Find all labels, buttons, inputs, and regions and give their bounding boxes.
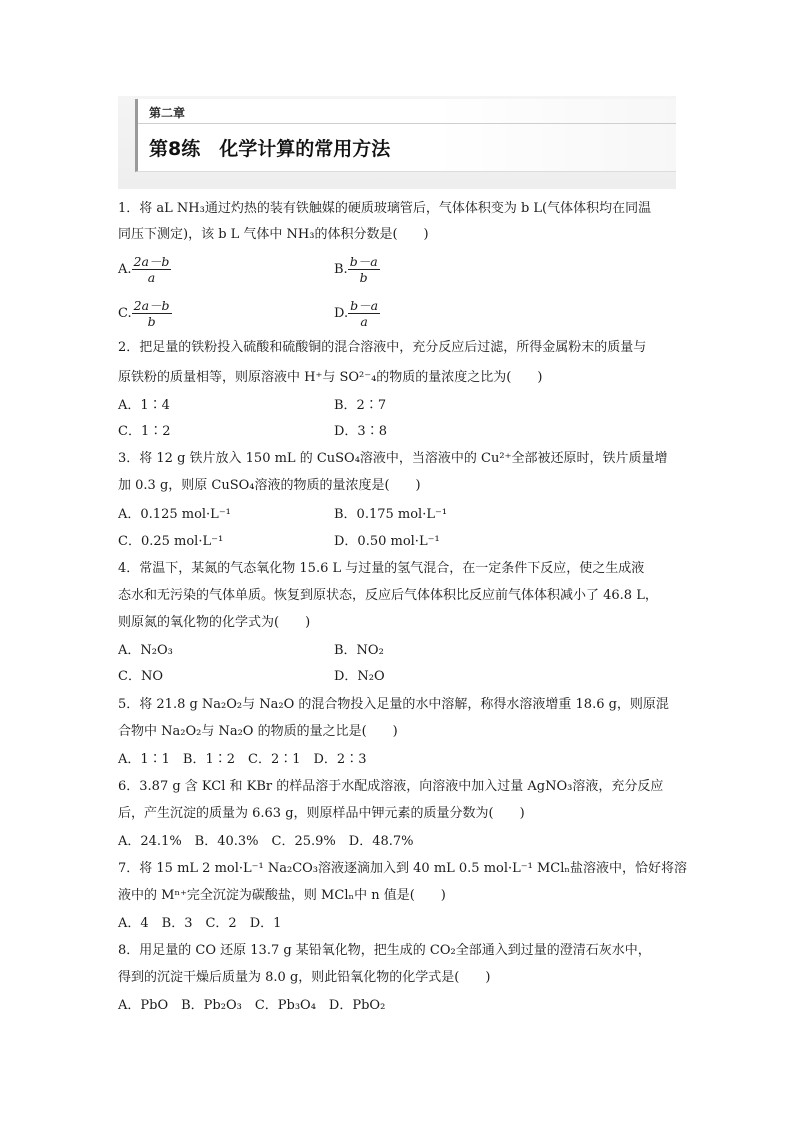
q6-options: A．24.1% B．40.3% C．25.9% D．48.7% — [118, 834, 414, 849]
q3-option-a: A．0.125 mol·L⁻¹ — [118, 507, 231, 522]
q2-option-c: C．1∶2 — [118, 424, 171, 439]
q2-option-d: D．3∶8 — [334, 424, 387, 439]
denominator: a — [147, 270, 156, 285]
option-label: B. — [334, 262, 348, 277]
denominator: b — [147, 314, 156, 329]
q3-stem-line1: 3．将 12 g 铁片放入 150 mL 的 CuSO₄溶液中，当溶液中的 Cu²⁺全部被还原时，铁片质量增 — [118, 451, 668, 466]
header-divider — [138, 123, 676, 124]
numerator: 2a－b — [133, 254, 170, 269]
q1-stem-line1: 1．将 aL NH₃通过灼热的装有铁触媒的硬质玻璃管后，气体体积变为 b L(气体体积均在同温 — [118, 201, 652, 216]
q2-stem-line2: 原铁粉的质量相等，则原溶液中 H⁺与 SO²⁻₄的物质的量浓度之比为( ) — [118, 370, 543, 385]
q4-option-b: B．NO₂ — [334, 643, 384, 658]
fraction — [132, 298, 172, 329]
denominator: a — [360, 314, 368, 329]
q1-option-d — [334, 298, 380, 329]
option-label: D. — [334, 306, 349, 321]
q5-stem-line1: 5．将 21.8 g Na₂O₂与 Na₂O 的混合物投入足量的水中溶解，称得水溶液增重 18.6 g，则原混 — [118, 697, 669, 712]
q8-stem-line2: 得到的沉淀干燥后质量为 8.0 g，则此铅氧化物的化学式是( ) — [118, 970, 491, 985]
option-label: A. — [118, 262, 132, 277]
q2-option-b: B．2∶7 — [334, 398, 387, 413]
q3-option-b: B．0.175 mol·L⁻¹ — [334, 507, 448, 522]
q7-stem-line2: 液中的 Mⁿ⁺完全沉淀为碳酸盐，则 MClₙ中 n 值是( ) — [118, 888, 446, 903]
q4-option-d: D．N₂O — [334, 669, 385, 684]
denominator: b — [359, 270, 368, 285]
page-title: 第8练 化学计算的常用方法 — [149, 138, 391, 160]
q3-stem-line2: 加 0.3 g，则原 CuSO₄溶液的物质的量浓度是( ) — [118, 478, 421, 493]
q8-options: A．PbO B．Pb₂O₃ C．Pb₃O₄ D．PbO₂ — [118, 998, 386, 1013]
q3-option-c: C．0.25 mol·L⁻¹ — [118, 534, 224, 549]
q6-stem-line1: 6．3.87 g 含 KCl 和 KBr 的样品溶于水配成溶液，向溶液中加入过量 AgNO₃溶液，充分反应 — [118, 779, 664, 794]
q7-stem-line1: 7．将 15 mL 2 mol·L⁻¹ Na₂CO₃溶液逐滴加入到 40 mL 0.5 mol·L⁻¹ MClₙ盐溶液中，恰好将溶 — [118, 861, 688, 876]
numerator: b－a — [349, 254, 378, 269]
q4-stem-line1: 4．常温下，某氮的气态氧化物 15.6 L 与过量的氢气混合，在一定条件下反应，使之生成液 — [118, 561, 645, 576]
q1-option-a — [118, 254, 171, 285]
fraction — [348, 298, 380, 329]
numerator: 2a－b — [133, 298, 170, 313]
fraction — [348, 254, 380, 285]
q2-stem-line1: 2．把足量的铁粉投入硫酸和硫酸铜的混合溶液中，充分反应后过滤，所得金属粉末的质量与 — [118, 340, 647, 355]
chapter-label: 第二章 — [149, 106, 186, 120]
q7-options: A．4 B．3 C．2 D．1 — [118, 916, 282, 931]
q1-stem-line2: 同压下测定)，该 b L 气体中 NH₃的体积分数是( ) — [118, 227, 429, 242]
q5-stem-line2: 合物中 Na₂O₂与 Na₂O 的物质的量之比是( ) — [118, 724, 398, 739]
q4-stem-line3: 则原氮的氧化物的化学式为( ) — [118, 615, 311, 630]
fraction — [132, 254, 172, 285]
option-label: C. — [118, 306, 132, 321]
q8-stem-line1: 8．用足量的 CO 还原 13.7 g 某铅氧化物，把生成的 CO₂全部通入到过量的澄清石灰水中， — [118, 943, 651, 958]
numerator: b－a — [350, 298, 379, 313]
q1-option-c — [118, 298, 172, 329]
q5-options: A．1∶1 B．1∶2 C．2∶1 D．2∶3 — [118, 752, 367, 767]
q2-option-a: A．1∶4 — [118, 398, 170, 413]
q4-option-c: C．NO — [118, 669, 163, 684]
chapter-header — [118, 96, 676, 189]
q4-stem-line2: 态水和无污染的气体单质。恢复到原状态，反应后气体体积比反应前气体体积减小了 46.8 L， — [118, 588, 658, 603]
q1-option-b — [334, 254, 380, 285]
q3-option-d: D．0.50 mol·L⁻¹ — [334, 534, 440, 549]
q4-option-a: A．N₂O₃ — [118, 643, 173, 658]
q6-stem-line2: 后，产生沉淀的质量为 6.63 g，则原样品中钾元素的质量分数为( ) — [118, 806, 525, 821]
header-panel — [135, 99, 676, 172]
